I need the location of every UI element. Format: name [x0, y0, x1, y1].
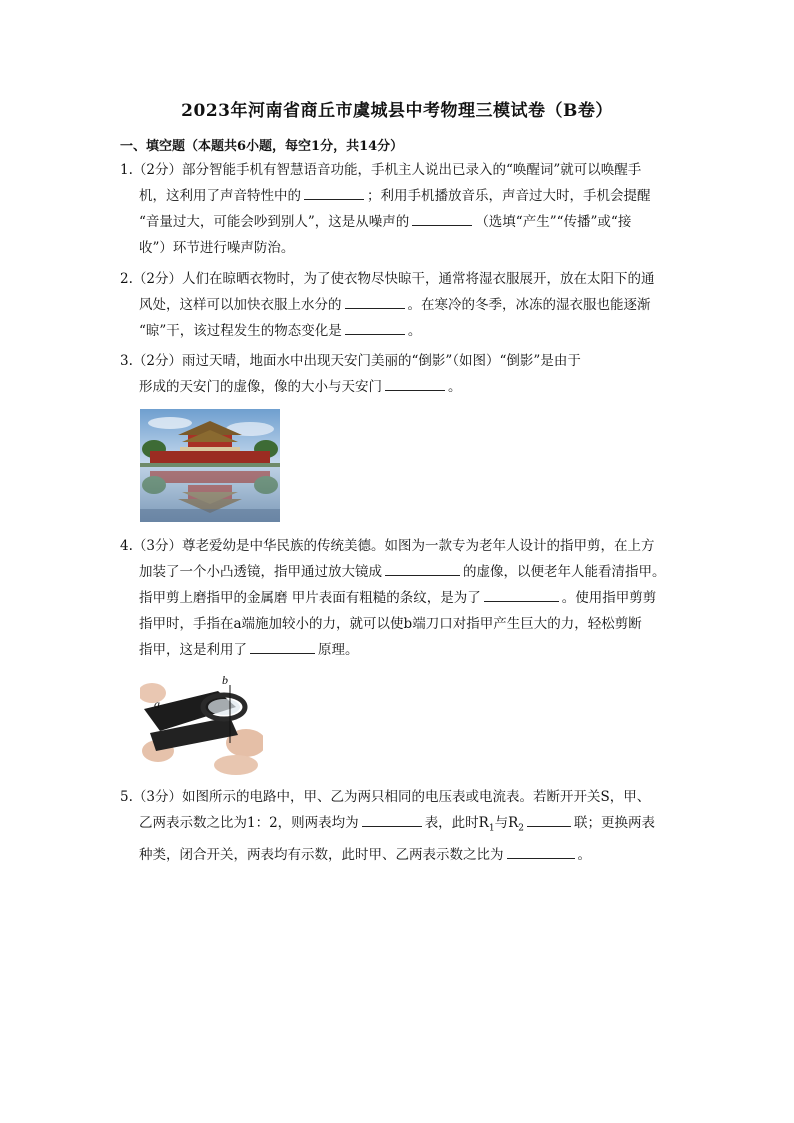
- answer-blank[interactable]: [250, 639, 315, 654]
- q1-line-2: 机，这利用了声音特性中的 ；利用手机播放音乐，声音过大时，手机会提醒: [120, 183, 680, 209]
- answer-blank[interactable]: [362, 812, 422, 827]
- q5-line-3: 种类，闭合开关，两表均有示数，此时甲、乙两表示数之比为 。: [120, 842, 680, 868]
- q4-line-4: 指甲时，手指在a端施加较小的力，就可以使b端刀口对指甲产生巨大的力，轻松剪断: [139, 616, 642, 632]
- question-5: [120, 784, 680, 868]
- answer-blank[interactable]: [527, 812, 571, 827]
- q2-line-2: 风处，这样可以加快衣服上水分的 。在寒冷的冬季，冰冻的湿衣服也能逐渐: [120, 292, 680, 318]
- question-2: [120, 266, 680, 344]
- answer-blank[interactable]: [385, 376, 445, 391]
- answer-blank[interactable]: [484, 587, 559, 602]
- section-heading: 一、填空题（本题共6小题，每空1分，共14分）: [120, 139, 404, 154]
- nail-clipper-image: [140, 673, 263, 776]
- label-a: a: [154, 697, 160, 711]
- q4-line-1: 4.（3分）尊老爱幼是中华民族的传统美德。如图为一款专为老年人设计的指甲剪，在上方: [120, 538, 655, 554]
- question-3: [120, 348, 680, 400]
- answer-blank[interactable]: [345, 320, 405, 335]
- answer-blank[interactable]: [507, 844, 575, 859]
- q1-line-3: “音量过大，可能会吵到别人”，这是从噪声的 （选填“产生”“传播”或“接: [120, 209, 680, 235]
- q1-line-4: 收”）环节进行噪声防治。: [139, 240, 295, 256]
- answer-blank[interactable]: [412, 211, 472, 226]
- answer-blank[interactable]: [385, 561, 460, 576]
- q5-line-2: 乙两表示数之比为1：2，则两表均为 表，此时$R_1$与$R_2$ 联；更换两表: [120, 810, 680, 842]
- exam-title: 2023年河南省商丘市虞城县中考物理三模试卷（B卷）: [181, 101, 613, 121]
- question-1: [120, 157, 680, 261]
- answer-blank[interactable]: [304, 185, 364, 200]
- q4-line-2: 加装了一个小凸透镜，指甲通过放大镜成 的虚像，以便老年人能看清指甲。: [120, 559, 680, 585]
- q2-line-1: 2.（2分）人们在晾晒衣物时，为了使衣物尽快晾干，通常将湿衣服展开，放在太阳下的通: [120, 271, 655, 287]
- q2-line-3: “晾”干，该过程发生的物态变化是 。: [120, 318, 680, 344]
- question-4: [120, 533, 680, 663]
- q5-line-1: 5.（3分）如图所示的电路中，甲、乙为两只相同的电压表或电流表。若断开开关S，甲、: [120, 789, 651, 805]
- q4-line-3: 指甲剪上磨指甲的金属磨 甲片表面有粗糙的条纹，是为了 。使用指甲剪剪: [120, 585, 680, 611]
- q3-line-2: 形成的天安门的虚像，像的大小与天安门 。: [120, 374, 680, 400]
- q4-line-5: 指甲，这是利用了 原理。: [120, 637, 680, 663]
- tiananmen-reflection-image: [140, 409, 280, 522]
- q3-line-1: 3.（2分）雨过天晴，地面水中出现天安门美丽的“倒影”（如图）“倒影”是由于: [120, 353, 581, 369]
- answer-blank[interactable]: [345, 294, 405, 309]
- q1-line-1: 1.（2分）部分智能手机有智慧语音功能，手机主人说出已录入的“唤醒词”就可以唤醒手: [120, 162, 642, 178]
- label-b: b: [222, 673, 228, 687]
